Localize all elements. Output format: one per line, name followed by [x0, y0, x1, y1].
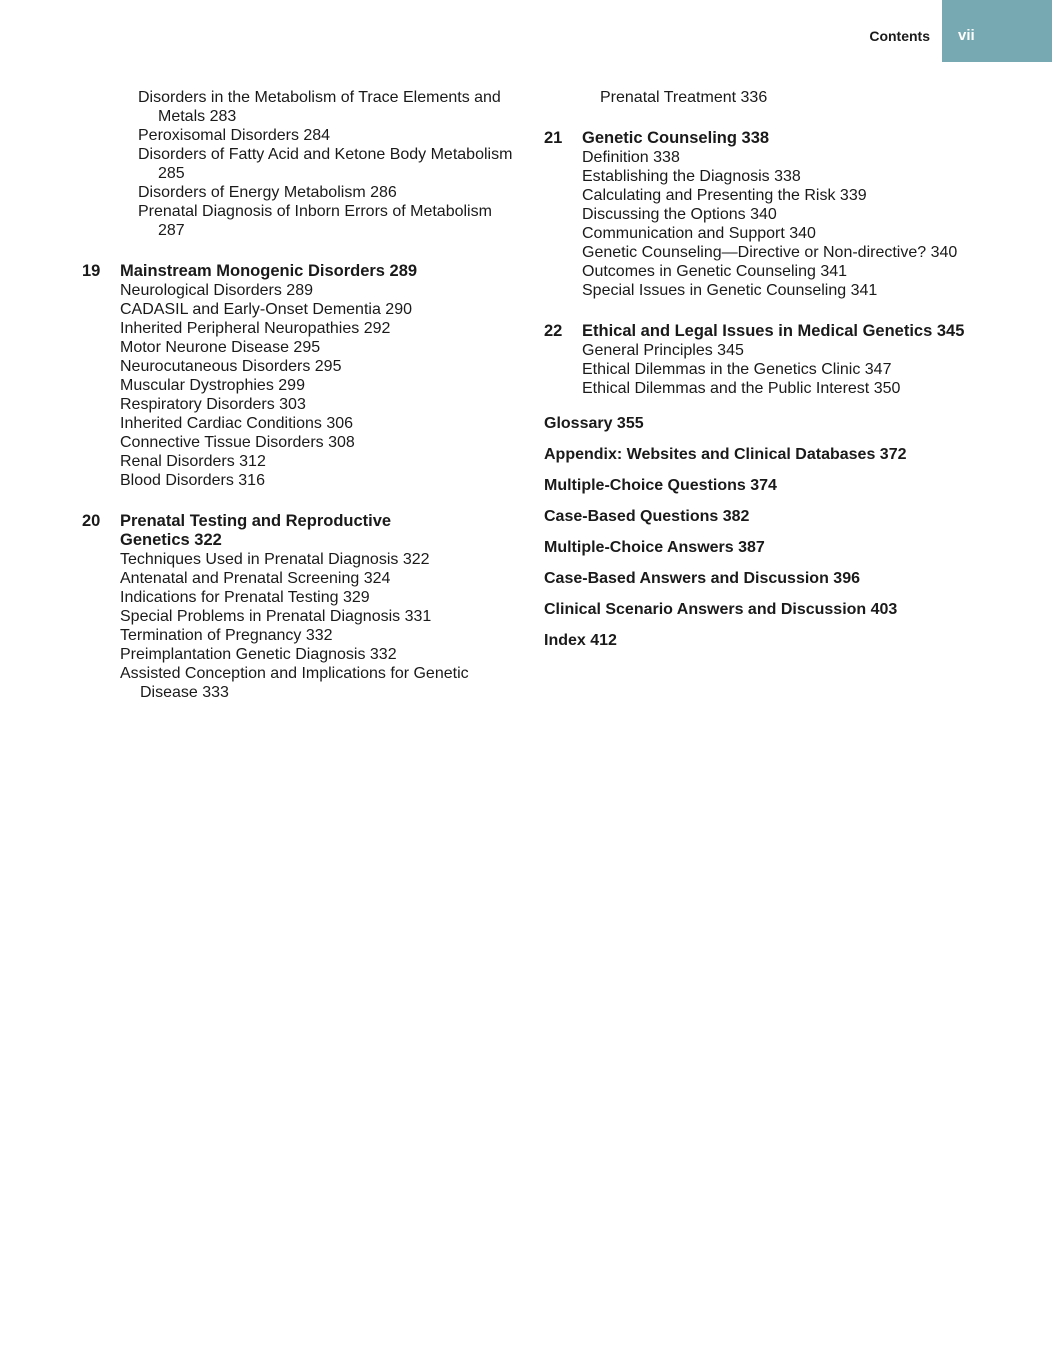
toc-item[interactable]: Disorders of Fatty Acid and Ketone Body Metabolism 285	[138, 146, 513, 182]
toc-item[interactable]: Communication and Support 340	[582, 225, 816, 242]
toc-item[interactable]: Neurological Disorders 289	[120, 282, 313, 299]
chapter-title: Mainstream Monogenic Disorders 289	[120, 262, 418, 280]
toc-item[interactable]: Antenatal and Prenatal Screening 324	[120, 570, 391, 587]
toc-item[interactable]: Inherited Cardiac Conditions 306	[120, 415, 354, 432]
toc-item[interactable]: Special Problems in Prenatal Diagnosis 331	[120, 608, 432, 625]
toc-item[interactable]: Connective Tissue Disorders 308	[120, 434, 355, 451]
toc-item[interactable]: Prenatal Diagnosis of Inborn Errors of Metabolism 287	[138, 203, 492, 239]
back-matter-item[interactable]: Glossary 355	[544, 415, 644, 432]
toc-item[interactable]: Outcomes in Genetic Counseling 341	[582, 263, 848, 280]
toc-item[interactable]: Ethical Dilemmas in the Genetics Clinic 347	[582, 361, 892, 378]
toc-item[interactable]: Discussing the Options 340	[582, 206, 777, 223]
toc-item[interactable]: Motor Neurone Disease 295	[120, 339, 321, 356]
chapter-20	[82, 512, 522, 702]
toc-item[interactable]: Renal Disorders 312	[120, 453, 266, 470]
chapter-21	[544, 129, 1004, 300]
toc-item[interactable]: Definition 338	[582, 149, 680, 166]
toc-item[interactable]: Prenatal Treatment 336	[600, 89, 768, 106]
toc-item[interactable]: Calculating and Presenting the Risk 339	[582, 187, 867, 204]
back-matter-item[interactable]: Multiple-Choice Questions 374	[544, 477, 777, 494]
chapter-heading[interactable]	[82, 512, 522, 550]
chapter-items	[544, 148, 1004, 300]
chapter-number: 19	[82, 262, 101, 280]
toc-item[interactable]: Blood Disorders 316	[120, 472, 265, 489]
toc-item[interactable]: CADASIL and Early-Onset Dementia 290	[120, 301, 412, 318]
chapter-22	[544, 322, 1004, 398]
toc-continued-items	[544, 88, 1004, 107]
toc-item[interactable]: Respiratory Disorders 303	[120, 396, 306, 413]
chapter-19	[82, 262, 522, 490]
toc-item[interactable]: Muscular Dystrophies 299	[120, 377, 305, 394]
chapter-number: 21	[544, 129, 563, 147]
toc-item[interactable]: Neurocutaneous Disorders 295	[120, 358, 342, 375]
back-matter-item[interactable]: Clinical Scenario Answers and Discussion 403	[544, 601, 898, 618]
toc-item[interactable]: Techniques Used in Prenatal Diagnosis 322	[120, 551, 430, 568]
chapter-heading[interactable]	[544, 129, 1004, 148]
toc-left-column	[82, 88, 522, 702]
chapter-items	[544, 341, 1004, 398]
page-number-tab: vii	[942, 0, 1052, 62]
toc-item[interactable]: Ethical Dilemmas and the Public Interest 350	[582, 380, 901, 397]
chapter-number: 20	[82, 512, 101, 530]
toc-item[interactable]: Termination of Pregnancy 332	[120, 627, 333, 644]
chapter-number: 22	[544, 322, 563, 340]
chapter-items	[82, 550, 522, 702]
toc-item[interactable]: Special Issues in Genetic Counseling 341	[582, 282, 878, 299]
toc-item[interactable]: Peroxisomal Disorders 284	[138, 127, 331, 144]
toc-item[interactable]: Indications for Prenatal Testing 329	[120, 589, 370, 606]
toc-continued-items	[82, 88, 522, 240]
toc-item[interactable]: Disorders in the Metabolism of Trace Elements and Metals 283	[138, 89, 501, 125]
running-head: Contents	[869, 28, 930, 44]
toc-item[interactable]: Inherited Peripheral Neuropathies 292	[120, 320, 391, 337]
toc-item[interactable]: Disorders of Energy Metabolism 286	[138, 184, 397, 201]
back-matter-item[interactable]: Appendix: Websites and Clinical Databases 372	[544, 446, 907, 463]
toc-item[interactable]: Assisted Conception and Implications for Genetic Disease 333	[120, 665, 469, 701]
chapter-items	[82, 281, 522, 490]
back-matter-list	[544, 414, 1004, 650]
chapter-title: Ethical and Legal Issues in Medical Genetics 345	[582, 322, 965, 340]
toc-item[interactable]: General Principles 345	[582, 342, 744, 359]
back-matter-item[interactable]: Multiple-Choice Answers 387	[544, 539, 765, 556]
toc-item[interactable]: Preimplantation Genetic Diagnosis 332	[120, 646, 397, 663]
toc-item[interactable]: Establishing the Diagnosis 338	[582, 168, 801, 185]
toc-item[interactable]: Genetic Counseling—Directive or Non-directive? 340	[582, 244, 958, 261]
chapter-heading[interactable]	[82, 262, 522, 281]
back-matter-item[interactable]: Index 412	[544, 632, 617, 649]
chapter-heading[interactable]	[544, 322, 1004, 341]
chapter-title: Genetic Counseling 338	[582, 129, 770, 147]
chapter-title: Prenatal Testing and Reproductive Genetics 322	[120, 512, 392, 549]
page-header	[869, 0, 1052, 62]
back-matter-item[interactable]: Case-Based Questions 382	[544, 508, 750, 525]
back-matter-item[interactable]: Case-Based Answers and Discussion 396	[544, 570, 860, 587]
toc-right-column	[544, 88, 1004, 662]
